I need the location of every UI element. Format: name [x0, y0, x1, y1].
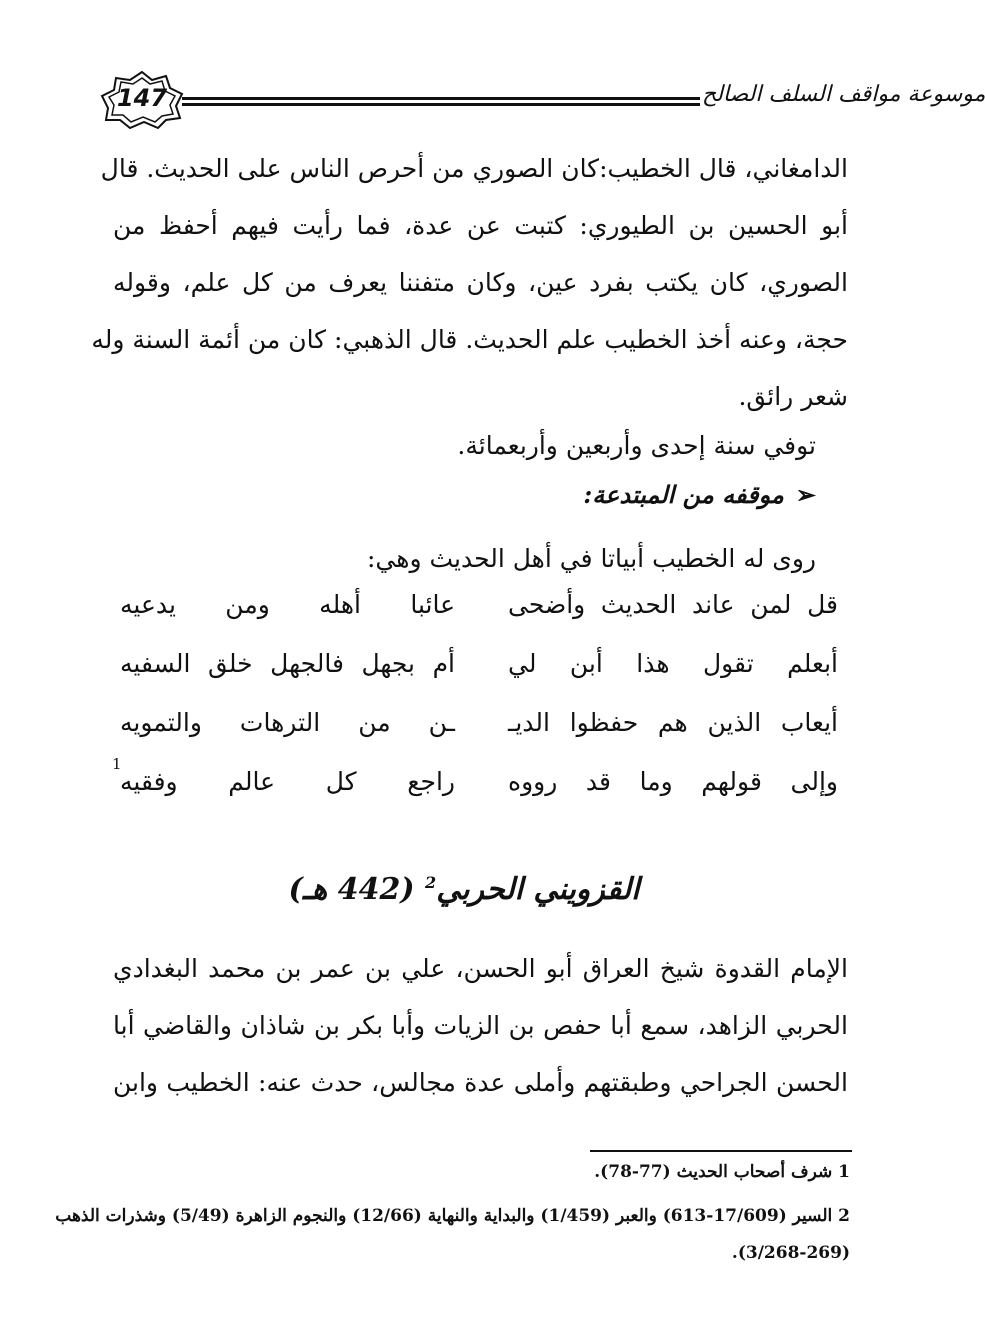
page-number: 147 [116, 84, 168, 112]
text-line: الحسن الجراحي وطبقتهم وأملى عدة مجالس، حدث عنه: الخطيب وابن [113, 1068, 848, 1097]
page-number-badge [100, 70, 184, 130]
verse-second-half: أم بجهل فالجهل خلق السفيه [120, 649, 455, 678]
stance-heading [583, 480, 816, 509]
section-title-name: القزويني الحربي [436, 872, 640, 907]
book-title: موسوعة مواقف السلف الصالح [702, 82, 985, 107]
header-rule [182, 97, 700, 100]
poem-verse [120, 590, 838, 649]
text-line: الصوري، كان يكتب بفرد عين، وكان متفننا يعرف من كل علم، وقوله [113, 268, 848, 297]
section-title [0, 872, 928, 907]
verse-second-half: راجع كل عالم وفقيه [120, 767, 455, 796]
verse-second-half: ـن من الترهات والتمويه [120, 708, 455, 737]
verse-second-half: عائبا أهله ومن يدعيه [120, 590, 455, 619]
verse-first-half: قل لمن عاند الحديث وأضحى [508, 590, 838, 619]
verse-first-half: وإلى قولهم وما قد رووه [508, 767, 838, 796]
text-line: شعر رائق. [738, 382, 848, 411]
poem-verse [112, 755, 838, 826]
header-rule [182, 103, 700, 106]
poem-intro: روى له الخطيب أبياتا في أهل الحديث وهي: [367, 544, 816, 573]
stance-heading-text: موقفه من المبتدعة: [583, 480, 784, 509]
arrow-icon: ➢ [795, 480, 816, 509]
poem-verse [120, 708, 838, 767]
footnote: 1 شرف أصحاب الحديث (77-78). [594, 1162, 850, 1182]
footnote: (3/268-269). [731, 1243, 850, 1263]
footnote-marker: 2 [425, 873, 437, 892]
text-line: الحربي الزاهد، سمع أبا حفص بن الزيات وأبا بكر بن شاذان والقاضي أبا [113, 1011, 848, 1040]
verse-first-half: أبعلم تقول هذا أبن لي [508, 649, 838, 678]
footnote-marker: 1 [112, 755, 122, 773]
poem-verse [120, 649, 838, 708]
death-line: توفي سنة إحدى وأربعين وأربعمائة. [457, 431, 816, 460]
poem [112, 590, 838, 826]
intro-paragraph [91, 140, 848, 425]
page-header [100, 70, 985, 130]
text-line: أبو الحسين بن الطيوري: كتبت عن عدة، فما رأيت فيهم أحفظ من [113, 211, 848, 240]
bio-paragraph [113, 940, 848, 1111]
text-line: حجة، وعنه أخذ الخطيب علم الحديث. قال الذهبي: كان من أئمة السنة وله [91, 325, 848, 354]
section-title-date: (442 هـ) [288, 872, 415, 907]
footnote: 2 السير (17/609-613) والعبر (1/459) والبداية والنهاية (12/66) والنجوم الزاهرة (5/49) وشذرات الذهب [55, 1206, 850, 1226]
footnote-divider [590, 1150, 852, 1152]
verse-first-half: أيعاب الذين هم حفظوا الديـ [508, 708, 838, 737]
text-line: الدامغاني، قال الخطيب:كان الصوري من أحرص الناس على الحديث. قال [100, 154, 848, 183]
text-line: الإمام القدوة شيخ العراق أبو الحسن، علي بن عمر بن محمد البغدادي [113, 954, 848, 983]
